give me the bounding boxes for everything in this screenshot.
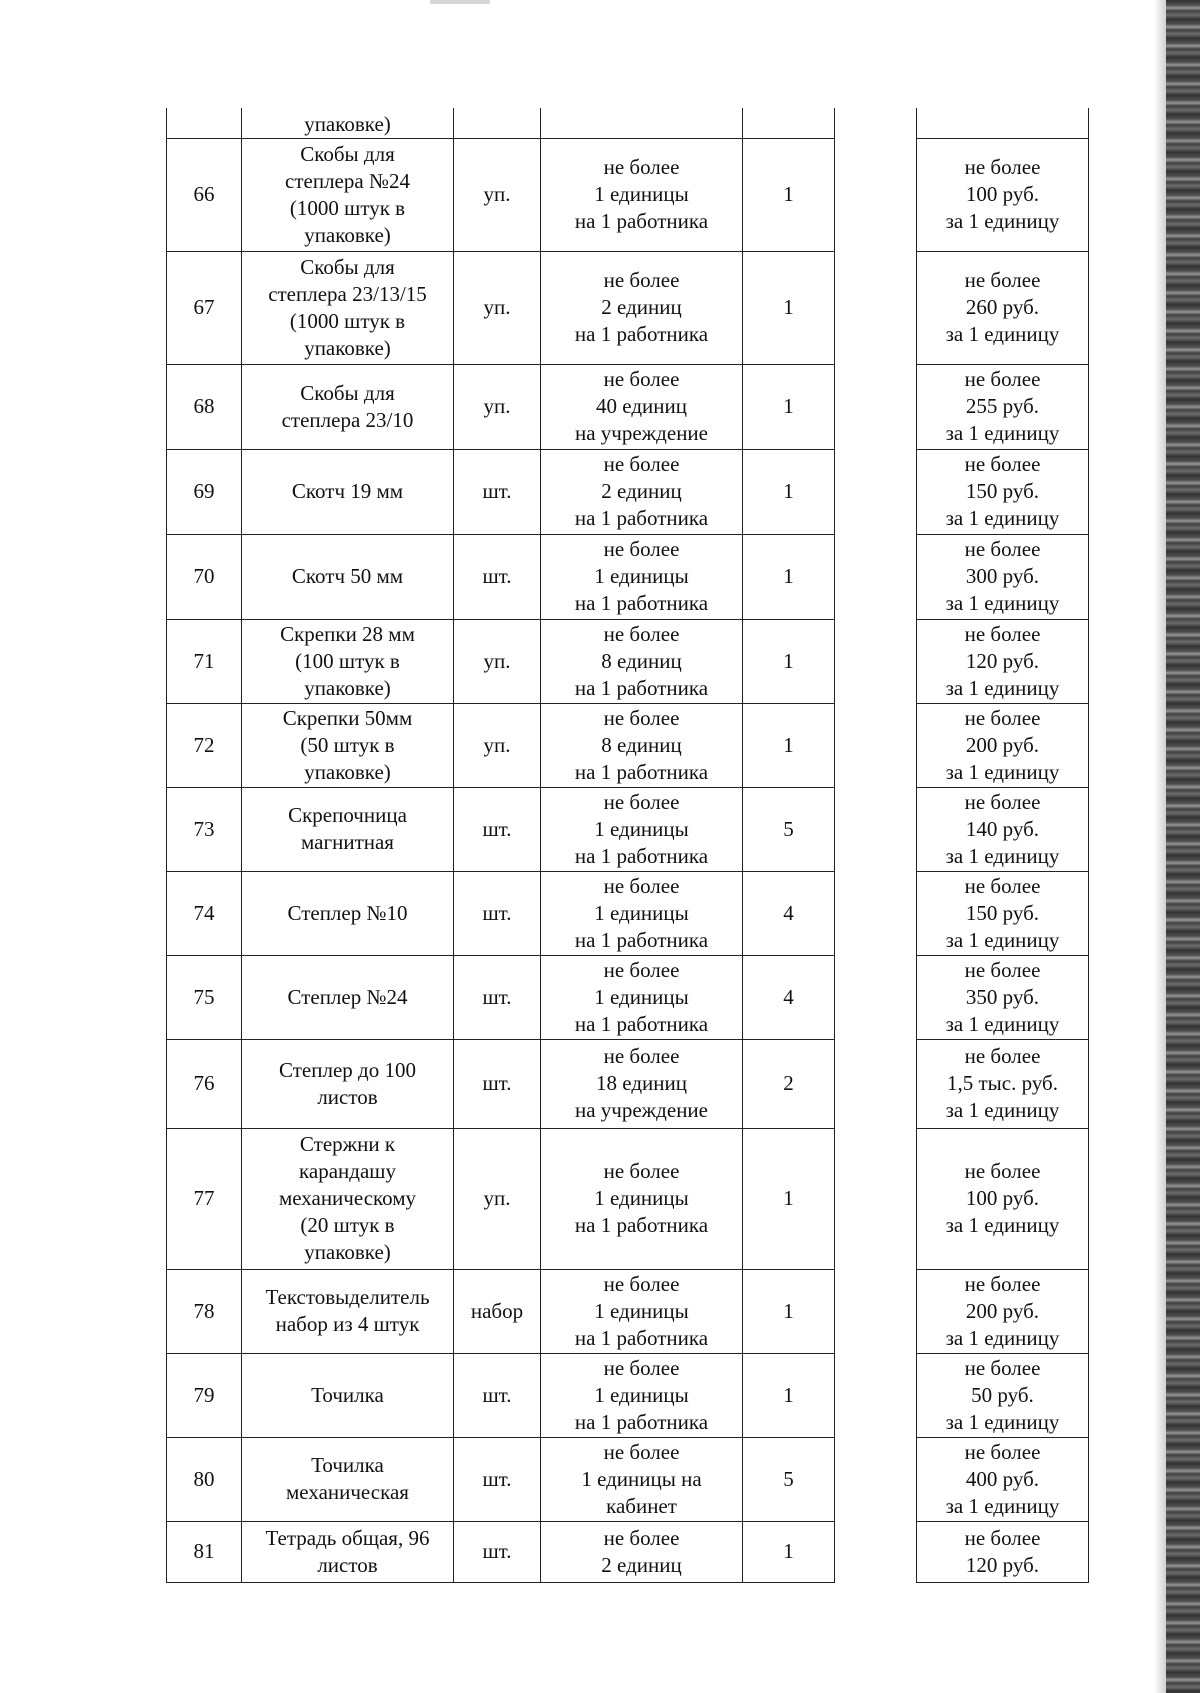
quantity-norm: не более 40 единиц на учреждение	[541, 364, 743, 449]
price-row	[917, 1039, 1089, 1128]
unit-of-measure: шт.	[454, 1353, 541, 1437]
quantity-value: 1	[743, 251, 835, 364]
quantity-value: 1	[743, 619, 835, 703]
price-column-table	[916, 108, 1089, 1583]
unit-of-measure: шт.	[454, 449, 541, 534]
row-number: 72	[167, 703, 242, 787]
price-row	[917, 251, 1089, 364]
unit-of-measure: уп.	[454, 251, 541, 364]
quantity-value: 1	[743, 703, 835, 787]
quantity-norm: не более 8 единиц на 1 работника	[541, 619, 743, 703]
price-row	[917, 1269, 1089, 1353]
row-number: 75	[167, 955, 242, 1039]
row-number: 80	[167, 1437, 242, 1521]
item-name: Тетрадь общая, 96 листов	[242, 1521, 454, 1582]
item-name: Скобы для степлера 23/10	[242, 364, 454, 449]
item-name: Скотч 19 мм	[242, 449, 454, 534]
table-row	[167, 108, 835, 138]
row-number: 79	[167, 1353, 242, 1437]
quantity-norm: не более 1 единицы на 1 работника	[541, 534, 743, 619]
quantity-value: 1	[743, 534, 835, 619]
table-row	[167, 1521, 835, 1582]
item-name: Скрепочница магнитная	[242, 787, 454, 871]
max-price: не более 140 руб. за 1 единицу	[917, 787, 1089, 871]
row-number: 71	[167, 619, 242, 703]
row-number: 81	[167, 1521, 242, 1582]
scan-artifact-top	[430, 0, 490, 4]
quantity-norm: не более 8 единиц на 1 работника	[541, 703, 743, 787]
max-price: не более 150 руб. за 1 единицу	[917, 871, 1089, 955]
item-name: Текстовыделитель набор из 4 штук	[242, 1269, 454, 1353]
price-row	[917, 364, 1089, 449]
unit-of-measure: шт.	[454, 955, 541, 1039]
scan-edge-shadow	[1154, 0, 1166, 1693]
row-number: 74	[167, 871, 242, 955]
quantity-norm: не более 1 единицы на 1 работника	[541, 955, 743, 1039]
max-price: не более 260 руб. за 1 единицу	[917, 251, 1089, 364]
unit-of-measure: уп.	[454, 364, 541, 449]
item-name: Стержни к карандашу механическому (20 штук в упаковке)	[242, 1128, 454, 1269]
item-name: Скобы для степлера №24 (1000 штук в упаковке)	[242, 138, 454, 251]
max-price	[917, 108, 1089, 138]
quantity-norm: не более 1 единицы на 1 работника	[541, 787, 743, 871]
max-price: не более 120 руб.	[917, 1521, 1089, 1582]
quantity-value: 4	[743, 955, 835, 1039]
unit-of-measure: уп.	[454, 1128, 541, 1269]
table-row	[167, 955, 835, 1039]
row-number: 77	[167, 1128, 242, 1269]
table-row	[167, 1039, 835, 1128]
table-row	[167, 787, 835, 871]
item-name: Скрепки 50мм (50 штук в упаковке)	[242, 703, 454, 787]
unit-of-measure	[454, 108, 541, 138]
quantity-value: 5	[743, 1437, 835, 1521]
item-name: Точилка механическая	[242, 1437, 454, 1521]
item-name: Скотч 50 мм	[242, 534, 454, 619]
quantity-norm: не более 1 единицы на 1 работника	[541, 1353, 743, 1437]
quantity-value: 1	[743, 1353, 835, 1437]
max-price: не более 350 руб. за 1 единицу	[917, 955, 1089, 1039]
item-name: упаковке)	[242, 108, 454, 138]
row-number: 73	[167, 787, 242, 871]
quantity-value: 2	[743, 1039, 835, 1128]
table-row	[167, 449, 835, 534]
quantity-norm: не более 18 единиц на учреждение	[541, 1039, 743, 1128]
price-row	[917, 1128, 1089, 1269]
table-row	[167, 534, 835, 619]
price-row	[917, 955, 1089, 1039]
quantity-norm: не более 1 единицы на 1 работника	[541, 1269, 743, 1353]
unit-of-measure: уп.	[454, 703, 541, 787]
table-row	[167, 619, 835, 703]
unit-of-measure: шт.	[454, 1039, 541, 1128]
scan-edge-artifact	[1166, 0, 1200, 1693]
price-row	[917, 787, 1089, 871]
unit-of-measure: шт.	[454, 1521, 541, 1582]
table-row	[167, 703, 835, 787]
max-price: не более 120 руб. за 1 единицу	[917, 619, 1089, 703]
quantity-value: 5	[743, 787, 835, 871]
quantity-norm: не более 1 единицы на 1 работника	[541, 138, 743, 251]
item-name: Степлер №24	[242, 955, 454, 1039]
unit-of-measure: набор	[454, 1269, 541, 1353]
table-row	[167, 1353, 835, 1437]
price-row	[917, 534, 1089, 619]
quantity-norm: не более 2 единиц на 1 работника	[541, 449, 743, 534]
quantity-value: 4	[743, 871, 835, 955]
quantity-norm: не более 1 единицы на 1 работника	[541, 871, 743, 955]
quantity-value	[743, 108, 835, 138]
item-name: Скрепки 28 мм (100 штук в упаковке)	[242, 619, 454, 703]
max-price: не более 50 руб. за 1 единицу	[917, 1353, 1089, 1437]
price-row	[917, 703, 1089, 787]
quantity-value: 1	[743, 138, 835, 251]
table-row	[167, 138, 835, 251]
price-row	[917, 619, 1089, 703]
max-price: не более 200 руб. за 1 единицу	[917, 1269, 1089, 1353]
table-row	[167, 1437, 835, 1521]
price-row	[917, 1521, 1089, 1582]
price-row	[917, 1353, 1089, 1437]
max-price: не более 150 руб. за 1 единицу	[917, 449, 1089, 534]
quantity-value: 1	[743, 1269, 835, 1353]
unit-of-measure: уп.	[454, 138, 541, 251]
price-row	[917, 108, 1089, 138]
max-price: не более 300 руб. за 1 единицу	[917, 534, 1089, 619]
table-row	[167, 364, 835, 449]
quantity-norm: не более 1 единицы на 1 работника	[541, 1128, 743, 1269]
table-row	[167, 871, 835, 955]
quantity-value: 1	[743, 364, 835, 449]
price-row	[917, 1437, 1089, 1521]
item-name: Степлер №10	[242, 871, 454, 955]
unit-of-measure: шт.	[454, 787, 541, 871]
norms-table	[166, 108, 835, 1583]
quantity-norm: не более 2 единиц на 1 работника	[541, 251, 743, 364]
row-number: 78	[167, 1269, 242, 1353]
quantity-norm: не более 1 единицы на кабинет	[541, 1437, 743, 1521]
table-row	[167, 251, 835, 364]
item-name: Точилка	[242, 1353, 454, 1437]
max-price: не более 100 руб. за 1 единицу	[917, 138, 1089, 251]
max-price: не более 1,5 тыс. руб. за 1 единицу	[917, 1039, 1089, 1128]
row-number: 76	[167, 1039, 242, 1128]
max-price: не более 400 руб. за 1 единицу	[917, 1437, 1089, 1521]
unit-of-measure: шт.	[454, 534, 541, 619]
max-price: не более 100 руб. за 1 единицу	[917, 1128, 1089, 1269]
price-row	[917, 871, 1089, 955]
row-number: 70	[167, 534, 242, 619]
row-number: 66	[167, 138, 242, 251]
unit-of-measure: шт.	[454, 1437, 541, 1521]
row-number: 69	[167, 449, 242, 534]
table-row	[167, 1269, 835, 1353]
quantity-norm	[541, 108, 743, 138]
quantity-value: 1	[743, 1521, 835, 1582]
table-row	[167, 1128, 835, 1269]
price-row	[917, 449, 1089, 534]
item-name: Степлер до 100 листов	[242, 1039, 454, 1128]
quantity-norm: не более 2 единиц	[541, 1521, 743, 1582]
quantity-value: 1	[743, 1128, 835, 1269]
max-price: не более 255 руб. за 1 единицу	[917, 364, 1089, 449]
unit-of-measure: шт.	[454, 871, 541, 955]
price-row	[917, 138, 1089, 251]
row-number: 67	[167, 251, 242, 364]
row-number: 68	[167, 364, 242, 449]
max-price: не более 200 руб. за 1 единицу	[917, 703, 1089, 787]
quantity-value: 1	[743, 449, 835, 534]
row-number	[167, 108, 242, 138]
item-name: Скобы для степлера 23/13/15 (1000 штук в упаковке)	[242, 251, 454, 364]
unit-of-measure: уп.	[454, 619, 541, 703]
